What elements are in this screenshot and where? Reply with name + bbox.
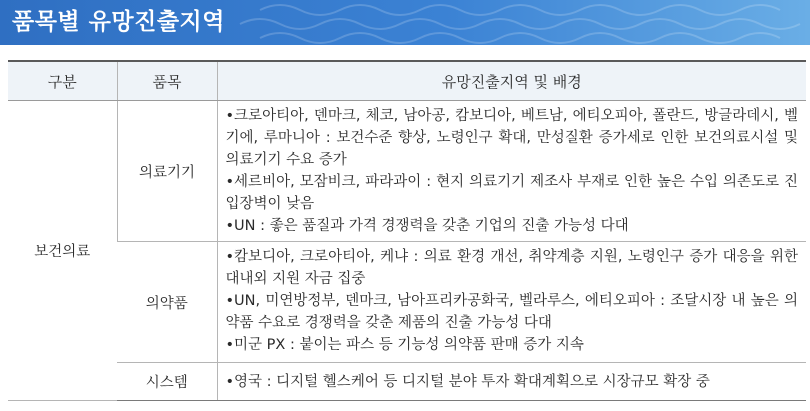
bullet-text: •영국 : 디지털 헬스케어 등 디지털 분야 투자 확대계획으로 시장규모 확장 중 xyxy=(225,373,710,390)
table-header-row xyxy=(8,62,806,101)
regions-cell xyxy=(217,101,806,242)
table-row xyxy=(8,242,806,363)
bullet-text: •캄보디아, 크로아티아, 케냐 : 의료 환경 개선, 취약계층 지원, 노령인구 증가 대응을 위한 대내외 지원 자금 집중 xyxy=(225,249,798,287)
regions-cell xyxy=(217,242,806,363)
item-cell: 의료기기 xyxy=(117,101,217,242)
table-row xyxy=(8,363,806,401)
bullet-text: •크로아티아, 덴마크, 체코, 남아공, 캄보디아, 베트남, 에티오피아, 폴란드, 방글라데시, 벨기에, 루마니아 : 보건수준 향상, 노령인구 확대, 만성질환 증가세로 인한 보건의료시설 및 의료기기 수요 증가 xyxy=(225,108,798,168)
item-cell: 시스템 xyxy=(117,363,217,401)
category-cell: 보건의료 xyxy=(8,101,117,401)
item-cell: 의약품 xyxy=(117,242,217,363)
header-item: 품목 xyxy=(117,62,217,101)
page-title: 품목별 유망진출지역 xyxy=(12,9,225,35)
title-banner xyxy=(0,0,810,45)
bullet-text: •세르비아, 모잠비크, 파라과이 : 현지 의료기기 제조사 부재로 인한 높은 수입 의존도로 진입장벽이 낮음 xyxy=(225,174,798,212)
bullet-text: •UN : 좋은 품질과 가격 경쟁력을 갖춘 기업의 진출 가능성 다대 xyxy=(225,218,629,234)
bullet-text: •UN, 미연방정부, 덴마크, 남아프리카공화국, 벨라루스, 에티오피아 : 조달시장 내 높은 의약품 수요로 경쟁력을 갖춘 제품의 진출 가능성 다대 xyxy=(225,293,798,331)
items-table xyxy=(8,62,806,401)
table-row xyxy=(8,101,806,242)
header-category: 구분 xyxy=(8,62,117,101)
header-regions: 유망진출지역 및 배경 xyxy=(217,62,806,101)
regions-cell xyxy=(217,363,806,401)
bullet-text: •미군 PX : 붙이는 파스 등 기능성 의약품 판매 증가 지속 xyxy=(225,337,584,353)
